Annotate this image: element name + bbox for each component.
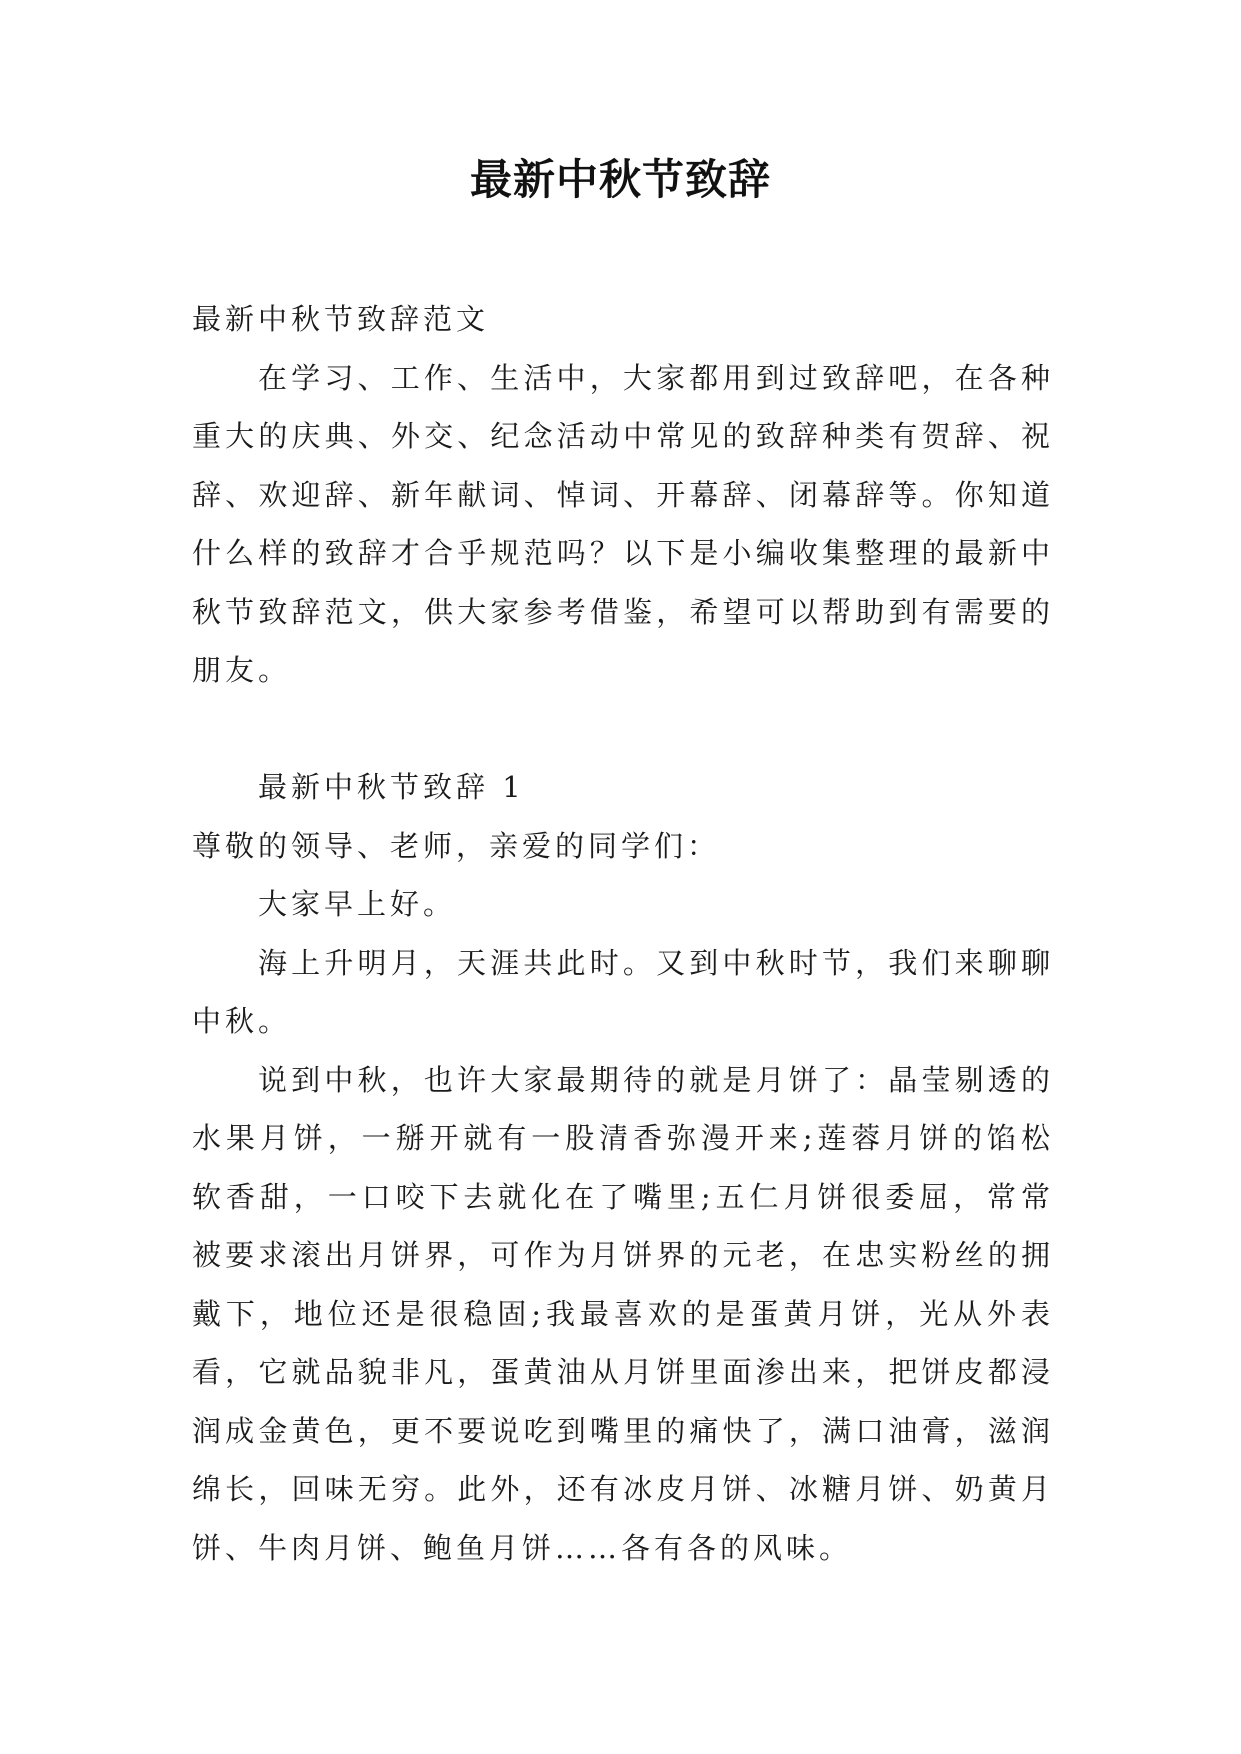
intro-heading: 最新中秋节致辞范文 (192, 302, 490, 336)
paragraph-spacer (192, 700, 1054, 759)
section-heading: 最新中秋节致辞 1 (258, 770, 525, 804)
body-paragraph-2: 说到中秋，也许大家最期待的就是月饼了：晶莹剔透的水果月饼，一掰开就有一股清香弥漫开来;莲蓉月饼的馅松软香甜，一口咬下去就化在了嘴里;五仁月饼很委屈，常常被要求滚出月饼界，可作为月饼界的元老，在忠实粉丝的拥戴下，地位还是很稳固;我最喜欢的是蛋黄月饼，光从外表看，它就品貌非凡，蛋黄油从月饼里面渗出来，把饼皮都浸润成金黄色，更不要说吃到嘴里的痛快了，满口油膏，滋润绵长，回味无穷。此外，还有冰皮月饼、冰糖月饼、奶黄月饼、牛肉月饼、鲍鱼月饼……各有各的风味。 (192, 1062, 1054, 1565)
intro-paragraph: 在学习、工作、生活中，大家都用到过致辞吧，在各种重大的庆典、外交、纪念活动中常见的致辞种类有贺辞、祝辞、欢迎辞、新年献词、悼词、开幕辞、闭幕辞等。你知道什么样的致辞才合乎规范吗？以下是小编收集整理的最新中秋节致辞范文，供大家参考借鉴，希望可以帮助到有需要的朋友。 (192, 360, 1054, 687)
document-body (192, 290, 1054, 1577)
document-title: 最新中秋节致辞 (469, 155, 771, 204)
greeting: 大家早上好。 (258, 887, 457, 921)
body-paragraph-1: 海上升明月，天涯共此时。又到中秋时节，我们来聊聊中秋。 (192, 945, 1054, 1038)
salutation: 尊敬的领导、老师，亲爱的同学们： (192, 828, 721, 863)
